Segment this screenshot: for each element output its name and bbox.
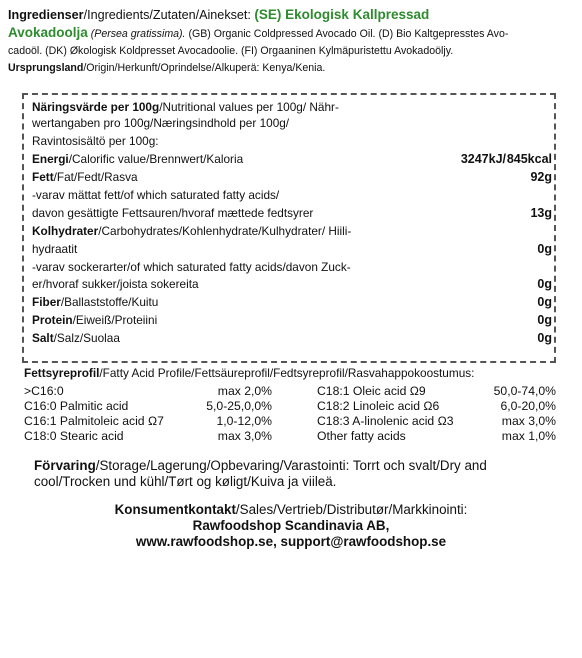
fat-value: 92g [530,170,552,184]
fat-label: Fett [32,170,54,184]
fatty-acid-row [24,384,272,399]
nutrition-header-line-3: Ravintosisältö per 100g: [32,134,159,148]
sugar-line-1: -varav sockerarter/of which saturated fatty acids/davon Zuck- [32,260,351,274]
fatty-acid-title-rest: /Fatty Acid Profile/Fettsäureprofil/Fedtsyreprofil/Rasvahappokoostumus: [99,366,475,380]
fatty-acid-value: max 3,0% [501,414,556,428]
fatty-acid-value: max 1,0% [501,429,556,443]
nutrition-header [32,99,552,115]
fatty-acid-row [317,399,556,414]
fatty-acid-value: 50,0-74,0% [493,384,556,398]
ingredients-translations: (GB) Organic Coldpressed Avocado Oil. (D) Bio Kaltgepresstes Avo- [185,28,509,40]
nutrition-header-label: Näringsvärde per 100g [32,100,160,114]
product-name-se-2: Avokadoolja [8,25,88,40]
fatty-acid-row [317,414,556,429]
nutrition-header-line-2: wertangaben pro 100g/Næringsindhold per 100g/ [32,116,290,130]
fiber-label-rest: /Ballaststoffe/Kuitu [60,295,159,309]
fatty-acid-name: Other fatty acids [317,429,406,443]
energy-label: Energi [32,152,69,166]
ingredients-line-3: cadoöl. (DK) Økologisk Koldpresset Avocadoolie. (FI) Orgaaninen Kylmäpuristettu Avokadoöljy. [8,45,454,57]
nutrition-row-salt [32,330,552,346]
fatty-acid-value: max 3,0% [217,429,272,443]
fatty-acid-title-label: Fettsyreprofil [24,366,100,380]
sugar-value: 0g [537,277,552,291]
energy-kj-value: 3247kJ/ [460,152,506,166]
ingredients-line-2 [8,24,576,43]
carbs-value: 0g [537,242,552,256]
fatty-acid-name: C18:3 A-linolenic acid Ω3 [317,414,454,428]
fatty-acid-name: C16:0 Palmitic acid [24,399,129,413]
saturated-line-1: -varav mättat fett/of which saturated fatty acids/ [32,188,280,202]
nutrition-row-carbs [32,223,552,239]
storage-label: Förvaring [34,458,96,473]
fiber-label: Fiber [32,295,61,309]
contact-label: Konsumentkontakt [114,502,236,517]
storage-line-2: cool/Trocken und kühl/Tørt og køligt/Kuiva ja viileä. [34,474,337,489]
protein-value: 0g [537,313,552,327]
fatty-acid-name: C16:1 Palmitoleic acid Ω7 [24,414,164,428]
fat-label-rest: /Fat/Fedt/Rasva [53,170,138,184]
storage-text: /Storage/Lagerung/Opbevaring/Varastointi: Torrt och svalt/Dry and [95,458,487,473]
fatty-acid-row [24,429,272,444]
fatty-acid-name: C18:1 Oleic acid Ω9 [317,384,426,398]
fatty-acid-row [317,384,556,399]
energy-kcal-value: 845kcal [506,152,552,166]
contact-line-1 [0,502,582,518]
ingredients-section [8,6,576,77]
fatty-acid-row [24,399,272,414]
ingredients-label: Ingredienser [8,8,84,22]
fatty-acid-value: 5,0-25,0,0% [206,399,272,413]
product-name-se: (SE) Ekologisk Kallpressad [254,7,430,22]
nutrition-row-saturated [32,205,552,221]
fatty-acid-value: 6,0-20,0% [500,399,556,413]
sugar-label: er/hvoraf sukker/joista sokereita [32,277,199,291]
nutrition-row-fiber [32,294,552,310]
fatty-acid-row [24,414,272,429]
contact-web-email: www.rawfoodshop.se, support@rawfoodshop.se [135,534,447,549]
saturated-label: davon gesättigte Fettsauren/hvoraf mættede fedtsyrer [32,206,314,220]
origin-line [8,60,576,77]
nutrition-header-rest: /Nutritional values per 100g/ Nähr- [159,100,339,114]
protein-label-rest: /Eiweiß/Proteiini [72,313,158,327]
contact-label-rest: /Sales/Vertrieb/Distributør/Markkinointi: [235,502,468,517]
salt-value: 0g [537,331,552,345]
fatty-acid-name: >C16:0 [24,384,64,398]
carbs-label-line-2: hydraatit [32,242,78,256]
nutrition-row-energy [32,151,552,167]
nutrition-row-fat [32,169,552,185]
fatty-acid-value: max 2,0% [217,384,272,398]
storage-line-1 [34,458,564,474]
ingredients-label-rest: /Ingredients/Zutaten/Ainekset: [83,8,255,22]
origin-value: /Origin/Herkunft/Oprindelse/Alkuperä: Kenya/Kenia. [83,62,326,74]
fatty-acid-name: C18:2 Linoleic acid Ω6 [317,399,440,413]
company-name: Rawfoodshop Scandinavia AB, [192,518,390,533]
storage-section [34,458,564,490]
latin-name: (Persea gratissima). [87,28,186,40]
fatty-acid-row [317,429,556,444]
origin-label: Ursprungsland [8,62,84,74]
fiber-value: 0g [537,295,552,309]
nutrition-row-carbs-2 [32,241,552,257]
salt-label-rest: /Salz/Suolaa [53,331,120,345]
protein-label: Protein [32,313,73,327]
ingredients-line-1 [8,6,576,24]
salt-label: Salt [32,331,54,345]
carbs-label: Kolhydrater [32,224,99,238]
carbs-label-rest: /Carbohydrates/Kohlenhydrate/Kulhydrater/ Hiili- [98,224,352,238]
fatty-acid-name: C18:0 Stearic acid [24,429,124,443]
nutrition-row-sugar [32,276,552,292]
saturated-value: 13g [530,206,552,220]
nutrition-row-protein [32,312,552,328]
energy-label-rest: /Calorific value/Brennwert/Kaloria [68,152,244,166]
fatty-acid-title [24,366,474,380]
fatty-acid-value: 1,0-12,0% [216,414,272,428]
